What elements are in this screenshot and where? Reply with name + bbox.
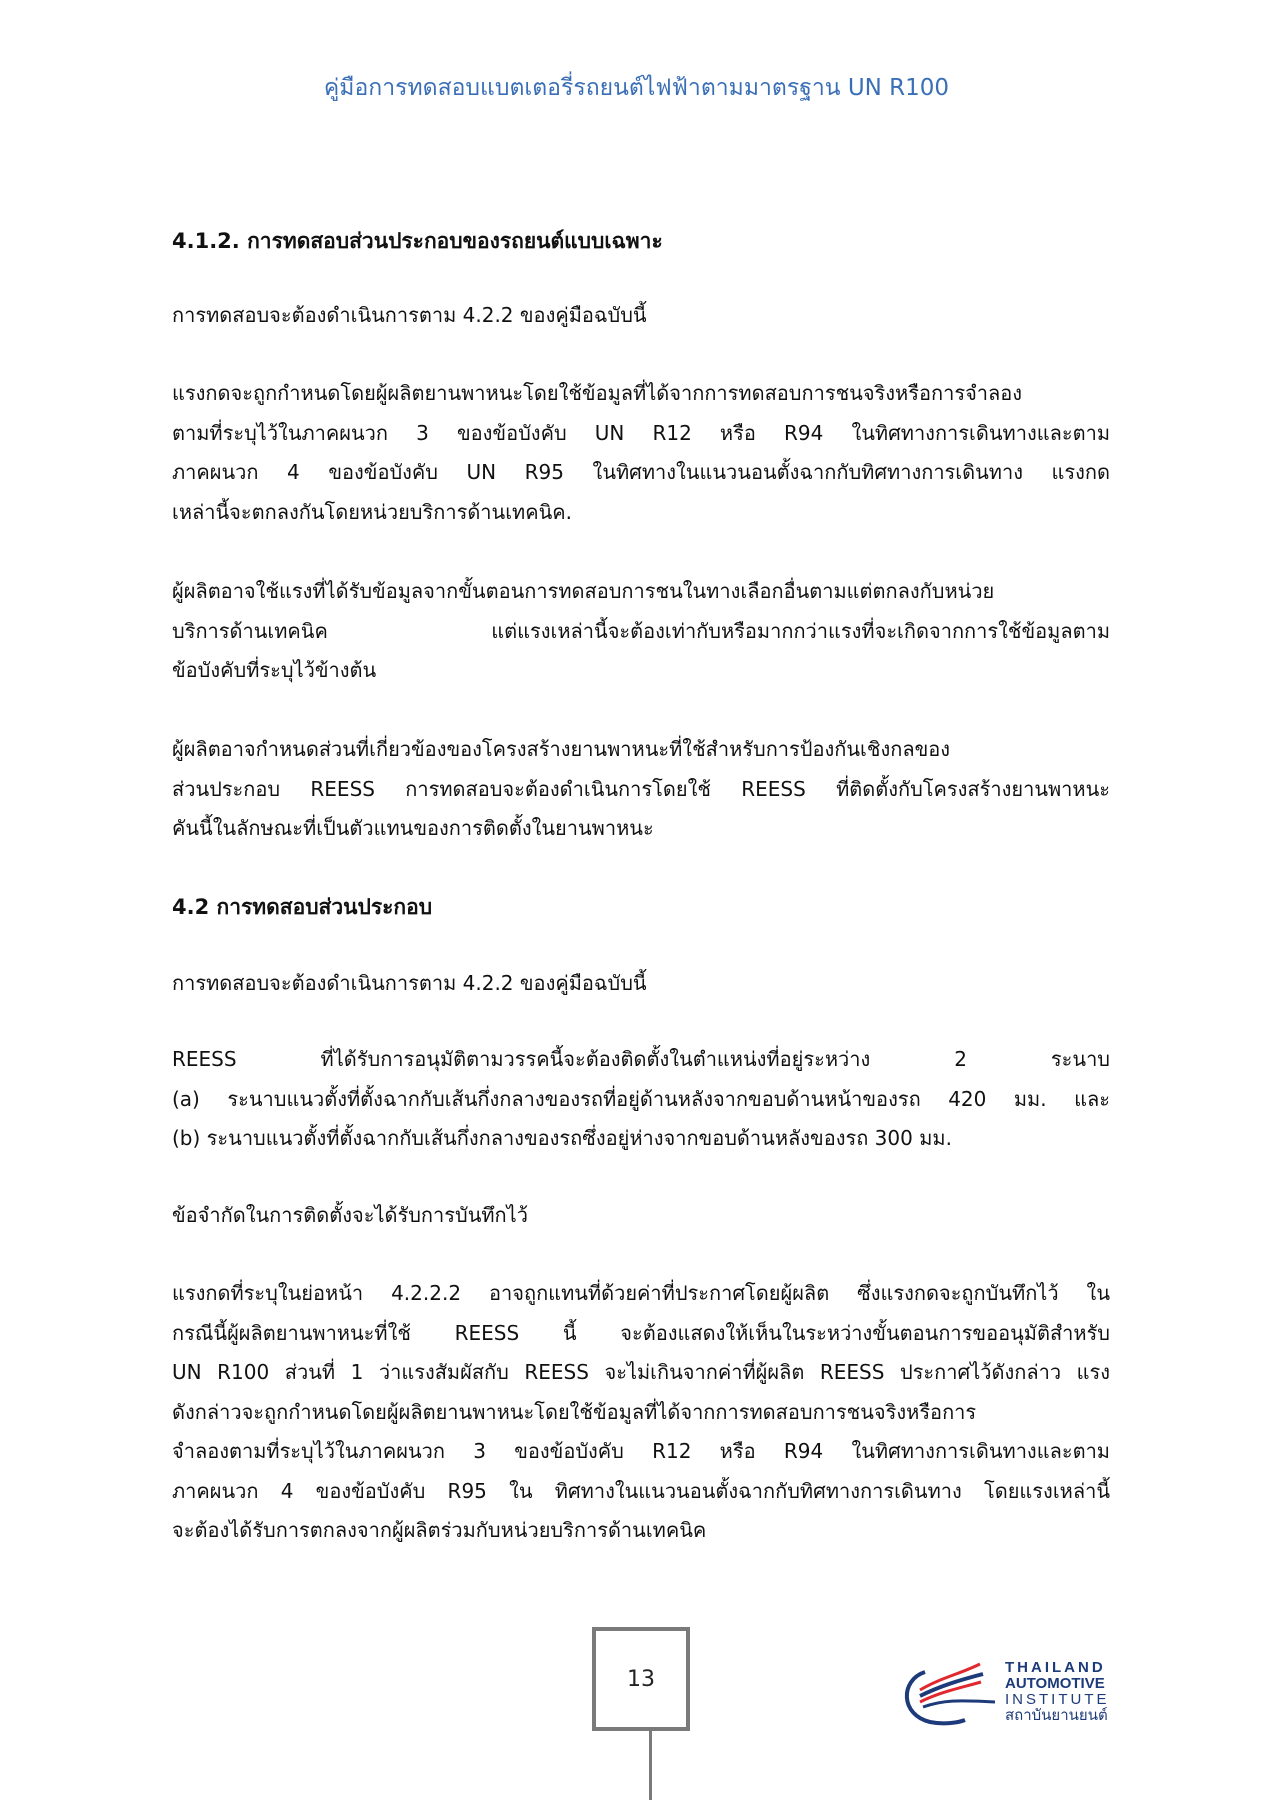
tai-logo: [905, 1660, 1125, 1730]
paragraph-line: จำลองตามที่ระบุไว้ในภาคผนวก 3 ของข้อบังคับ R12 หรือ R94 ในทิศทางการเดินทางและตาม: [172, 1439, 1110, 1463]
paragraph: [172, 296, 1110, 336]
paragraph-line: ส่วนประกอบ REESS การทดสอบจะต้องดำเนินการโดยใช้ REESS ที่ติดตั้งกับโครงสร้างยานพาหนะ: [172, 776, 1110, 801]
paragraph: [172, 1274, 1110, 1551]
paragraph-line: ข้อบังคับที่ระบุไว้ข้างต้น: [172, 658, 377, 682]
paragraph-line: ผู้ผลิตอาจใช้แรงที่ได้รับข้อมูลจากขั้นตอนการทดสอบการชนในทางเลือกอื่นตามแต่ตกลงกับหน่วย: [172, 579, 995, 603]
logo-text-thai: สถาบันยานยนต์: [1005, 1707, 1108, 1724]
page-number-box: [592, 1627, 690, 1731]
paragraph: [172, 572, 1110, 691]
paragraph-line: บริการด้านเทคนิค แต่แรงเหล่านี้จะต้องเท่ากับหรือมากกว่าแรงที่จะเกิดจากการใช้ข้อมูลตาม: [172, 618, 1110, 643]
paragraph-line: (a) ระนาบแนวตั้งที่ตั้งฉากกับเส้นกึ่งกลางของรถที่อยู่ด้านหลังจากขอบด้านหน้าของรถ 420 มม. และ: [172, 1086, 1110, 1111]
page-number: 13: [627, 1666, 655, 1692]
tai-swoosh-icon: [895, 1660, 995, 1730]
paragraph-line: การทดสอบจะต้องดำเนินการตาม 4.2.2 ของคู่มือฉบับนี้: [172, 971, 647, 995]
page-number-connector-line: [649, 1731, 652, 1800]
paragraph-line: กรณีนี้ผู้ผลิตยานพาหนะที่ใช้ REESS นี้ จะต้องแสดงให้เห็นในระหว่างขั้นตอนการขออนุมัติสำหรับ: [172, 1320, 1110, 1345]
logo-text-automotive: AUTOMOTIVE: [1005, 1675, 1105, 1692]
paragraph-line: ข้อจำกัดในการติดตั้งจะได้รับการบันทึกไว้: [172, 1203, 528, 1227]
paragraph: [172, 374, 1110, 532]
paragraph-line: UN R100 ส่วนที่ 1 ว่าแรงสัมผัสกับ REESS จะไม่เกินจากค่าที่ผู้ผลิต REESS ประกาศไว้ดังกล่าว แรง: [172, 1360, 1110, 1384]
paragraph-line: เหล่านี้จะตกลงกันโดยหน่วยบริการด้านเทคนิค.: [172, 499, 573, 524]
paragraph-line: แรงกดจะถูกกำหนดโดยผู้ผลิตยานพาหนะโดยใช้ข้อมูลที่ได้จากการทดสอบการชนจริงหรือการจำลอง: [172, 381, 1023, 405]
logo-text-thailand: THAILAND: [1005, 1659, 1106, 1676]
paragraph-line: ภาคผนวก 4 ของข้อบังคับ R95 ใน ทิศทางในแนวนอนตั้งฉากกับทิศทางการเดินทาง โดยแรงเหล่านี้: [172, 1478, 1110, 1503]
paragraph-line: ผู้ผลิตอาจกำหนดส่วนที่เกี่ยวข้องของโครงสร้างยานพาหนะที่ใช้สำหรับการป้องกันเชิงกลของ: [172, 737, 951, 761]
paragraph-line: แรงกดที่ระบุในย่อหน้า 4.2.2.2 อาจถูกแทนที่ด้วยค่าที่ประกาศโดยผู้ผลิต ซึ่งแรงกดจะถูกบันทึกไว้ ใน: [172, 1281, 1110, 1305]
paragraph: [172, 730, 1110, 849]
paragraph-line: คันนี้ในลักษณะที่เป็นตัวแทนของการติดตั้งในยานพาหนะ: [172, 816, 654, 840]
paragraph: [172, 964, 1110, 1004]
paragraph-line: ดังกล่าวจะถูกกำหนดโดยผู้ผลิตยานพาหนะโดยใช้ข้อมูลที่ได้จากการทดสอบการชนจริงหรือการ: [172, 1399, 977, 1424]
paragraph-line: จะต้องได้รับการตกลงจากผู้ผลิตร่วมกับหน่วยบริการด้านเทคนิค: [172, 1518, 707, 1542]
paragraph: [172, 1040, 1110, 1159]
paragraph-line: (b) ระนาบแนวตั้งที่ตั้งฉากกับเส้นกึ่งกลางของรถซึ่งอยู่ห่างจากขอบด้านหลังของรถ 300 มม.: [172, 1126, 952, 1150]
paragraph-line: ภาคผนวก 4 ของข้อบังคับ UN R95 ในทิศทางในแนวนอนตั้งฉากกับทิศทางการเดินทาง แรงกด: [172, 460, 1110, 484]
paragraph-line: REESS ที่ได้รับการอนุมัติตามวรรคนี้จะต้องติดตั้งในตำแหน่งที่อยู่ระหว่าง 2 ระนาบ: [172, 1047, 1110, 1071]
paragraph-line: การทดสอบจะต้องดำเนินการตาม 4.2.2 ของคู่มือฉบับนี้: [172, 303, 647, 327]
section-heading: 4.2 การทดสอบส่วนประกอบ: [172, 895, 433, 919]
paragraph: [172, 1196, 1110, 1236]
logo-text-institute: INSTITUTE: [1005, 1691, 1110, 1708]
running-header-title: คู่มือการทดสอบแบตเตอรี่รถยนต์ไฟฟ้าตามมาตรฐาน UN R100: [323, 75, 950, 101]
section-heading: 4.1.2. การทดสอบส่วนประกอบของรถยนต์แบบเฉพาะ: [172, 229, 663, 253]
paragraph-line: ตามที่ระบุไว้ในภาคผนวก 3 ของข้อบังคับ UN R12 หรือ R94 ในทิศทางการเดินทางและตาม: [172, 420, 1110, 445]
